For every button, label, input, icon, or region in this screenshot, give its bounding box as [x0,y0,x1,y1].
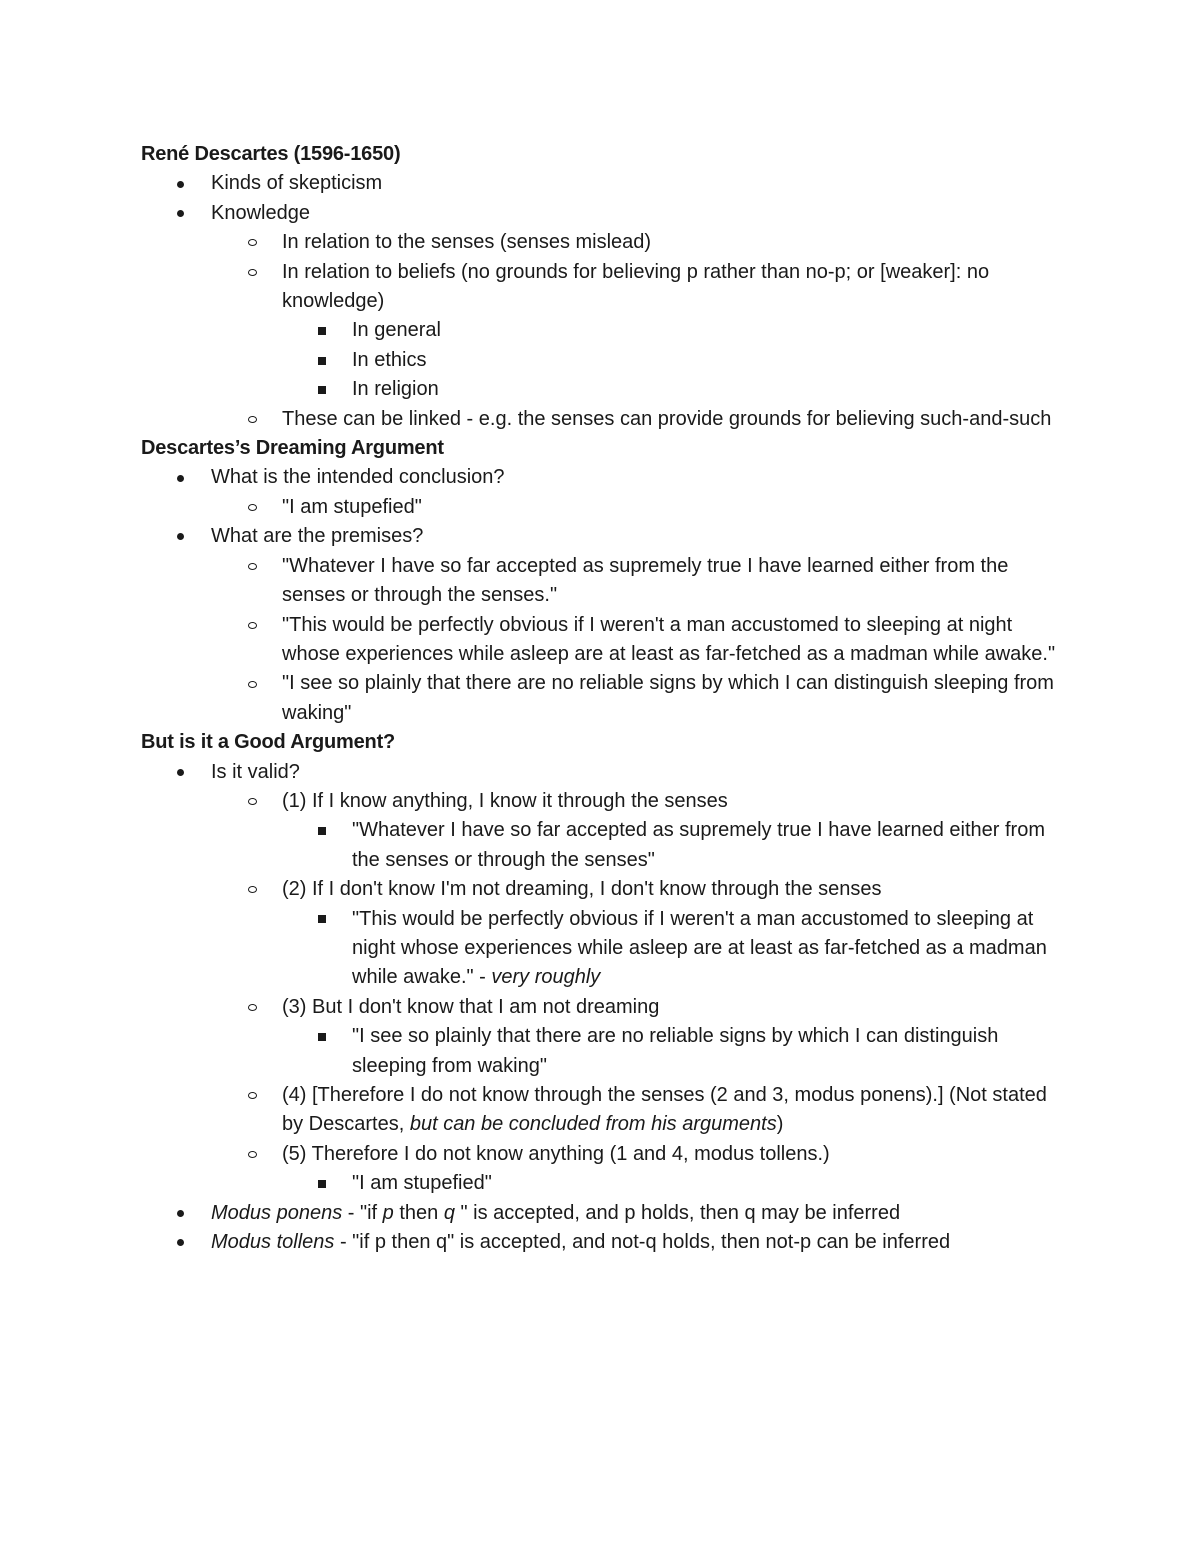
hollow-circle-bullet-icon [248,552,257,581]
list-item [141,552,1061,611]
filled-circle-bullet-icon [177,169,184,198]
filled-square-bullet-icon [318,1022,326,1051]
filled-square-bullet-icon [318,816,326,845]
list-item [141,758,1061,787]
list-item-text: ) [776,1113,784,1136]
list-item [141,1140,1061,1169]
list-item [141,258,1061,317]
list-item-text: In relation to beliefs (no grounds for believing p rather than no-p; or [weaker]: no knowledge) [282,260,990,313]
list-item [141,375,1061,404]
list-item [141,1199,1061,1228]
list-item-text: Knowledge [211,201,310,224]
list-item [141,522,1061,551]
filled-square-bullet-icon [318,905,326,934]
notes-content [141,140,1061,1257]
hollow-circle-bullet-icon [248,787,257,816]
list-item [141,199,1061,228]
list-item-term: Modus ponens [211,1201,343,1224]
list-item-text: "Whatever I have so far accepted as supremely true I have learned either from the senses or through the senses" [352,819,1045,871]
bullet-list [141,463,1061,728]
list-item-emphasis: but can be concluded from his arguments [409,1113,777,1136]
list-item [141,787,1061,816]
list-item-text: "This would be perfectly obvious if I weren't a man accustomed to sleeping at night whose experiences while asleep are at least as far-fetched as a madman while awake." [282,613,1056,665]
list-item [141,463,1061,492]
section-heading: René Descartes (1596-1650) [141,143,401,165]
list-item-text: Is it valid? [211,760,300,783]
list-item-text: (1) If I know anything, I know it through the senses [282,789,728,812]
list-item-text: (5) Therefore I do not know anything (1 and 4, modus tollens.) [282,1142,830,1165]
hollow-circle-bullet-icon [248,611,257,640]
filled-circle-bullet-icon [177,758,184,787]
list-item-text: Kinds of skepticism [211,172,383,195]
filled-circle-bullet-icon [177,522,184,551]
filled-square-bullet-icon [318,375,326,404]
list-item [141,905,1061,993]
section-heading: Descartes’s Dreaming Argument [141,437,444,460]
list-item-text: "This would be perfectly obvious if I weren't a man accustomed to sleeping at night whose experiences while asleep are at least as far-fetched as a madman while awake." - [352,907,1047,989]
list-item-text: "I see so plainly that there are no reliable signs by which I can distinguish sleeping from waking" [352,1025,999,1077]
list-item-text: - "if [342,1201,383,1224]
filled-circle-bullet-icon [177,199,184,228]
list-item [141,993,1061,1022]
hollow-circle-bullet-icon [248,875,257,904]
list-item [141,169,1061,198]
hollow-circle-bullet-icon [248,405,257,434]
list-item-text: "I am stupefied" [282,495,422,518]
filled-square-bullet-icon [318,1169,326,1198]
list-item-text: "I see so plainly that there are no reliable signs by which I can distinguish sleeping from waking" [282,672,1054,724]
hollow-circle-bullet-icon [248,1081,257,1110]
section-heading: But is it a Good Argument? [141,731,396,754]
list-item [141,316,1061,345]
list-item [141,1169,1061,1198]
list-item-text: "Whatever I have so far accepted as supremely true I have learned either from the senses or through the senses." [282,554,1009,607]
list-item [141,611,1061,670]
list-item-text: - "if p then q" is accepted, and not-q holds, then not-p can be inferred [334,1231,951,1254]
hollow-circle-bullet-icon [248,258,257,287]
list-item-text: (4) [Therefore I do not know through the senses (2 and 3, modus ponens).] (Not stated by Descartes, [282,1084,1047,1136]
list-item-term: Modus tollens [211,1231,335,1254]
hollow-circle-bullet-icon [248,228,257,257]
list-item-text: " is accepted, and p holds, then q may be inferred [454,1201,901,1224]
filled-square-bullet-icon [318,346,326,375]
list-item [141,493,1061,522]
list-item-text: These can be linked - e.g. the senses can provide grounds for believing such-and-such [282,407,1052,430]
filled-square-bullet-icon [318,316,326,345]
hollow-circle-bullet-icon [248,1140,257,1169]
list-item [141,875,1061,904]
bullet-list [141,758,1061,1258]
list-item-text: (2) If I don't know I'm not dreaming, I don't know through the senses [282,878,882,901]
filled-circle-bullet-icon [177,463,184,492]
list-item [141,405,1061,434]
hollow-circle-bullet-icon [248,993,257,1022]
list-item [141,1228,1061,1257]
bullet-list [141,169,1061,434]
list-item-text: In relation to the senses (senses mislead) [282,231,652,254]
list-item-text: What is the intended conclusion? [211,466,505,489]
filled-circle-bullet-icon [177,1228,184,1257]
list-item-text: "I am stupefied" [352,1172,492,1195]
list-item-text: In ethics [352,348,427,371]
hollow-circle-bullet-icon [248,669,257,698]
list-item [141,816,1061,875]
list-item [141,669,1061,728]
list-item [141,228,1061,257]
list-item-emphasis: p [382,1201,394,1224]
list-item-emphasis: very roughly [491,966,601,989]
list-item [141,1081,1061,1140]
list-item-text: In general [352,319,441,342]
list-item [141,1022,1061,1081]
list-item-text: In religion [352,378,439,401]
list-item-text: What are the premises? [211,525,424,548]
list-item-emphasis: q [443,1201,455,1224]
filled-circle-bullet-icon [177,1199,184,1228]
list-item [141,346,1061,375]
hollow-circle-bullet-icon [248,493,257,522]
list-item-text: (3) But I don't know that I am not dreaming [282,995,660,1018]
list-item-text: then [393,1201,444,1224]
